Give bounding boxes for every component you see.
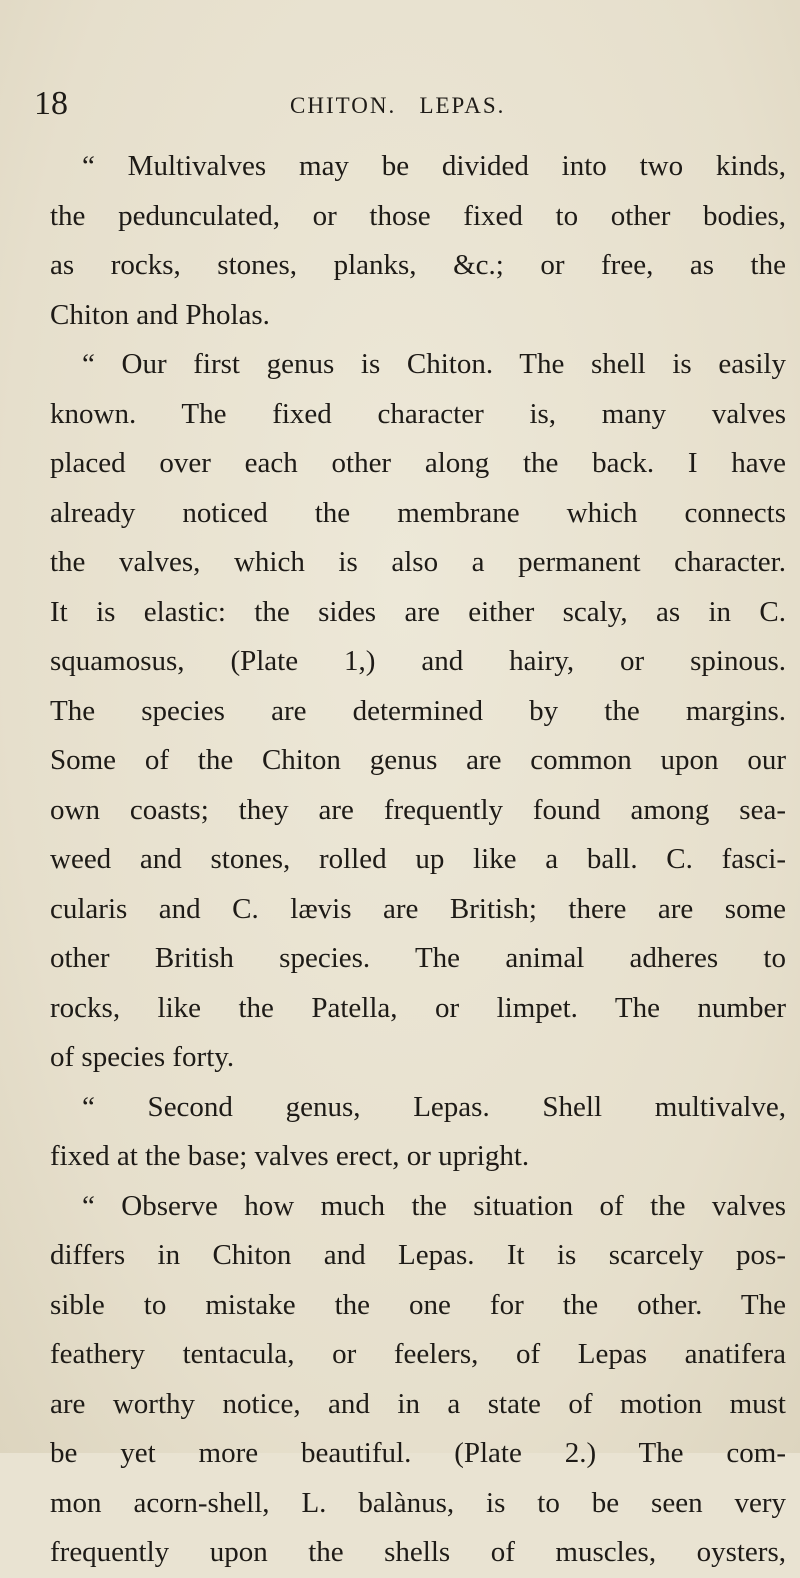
text-line: sible to mistake the one for the other. The [50, 1288, 786, 1321]
text-line: It is elastic: the sides are either scaly, as in C. [50, 595, 786, 628]
text-line: weed and stones, rolled up like a ball. C. fasci- [50, 843, 786, 875]
text-line: fixed at the base; valves erect, or upright. [50, 1140, 530, 1172]
text-line: the valves, which is also a permanent character. [50, 546, 786, 578]
text-line: other British species. The animal adheres to [50, 942, 786, 974]
text-line: placed over each other along the back. I have [50, 447, 786, 479]
text-line: cularis and C. lævis are British; there are some [50, 892, 786, 925]
text-line: be yet more beautiful. (Plate 2.) The com- [50, 1437, 786, 1469]
text-line: “ Multivalves may be divided into two kinds, [82, 150, 786, 182]
text-line: rocks, like the Patella, or limpet. The number [50, 991, 786, 1024]
text-line: The species are determined by the margins. [50, 694, 786, 727]
text-line: “ Second genus, Lepas. Shell multivalve, [82, 1090, 786, 1123]
text-line: already noticed the membrane which connects [50, 496, 786, 529]
text-line: squamosus, (Plate 1,) and hairy, or spinous. [50, 645, 786, 677]
text-line: the pedunculated, or those fixed to other bodies, [50, 199, 786, 232]
text-line: “ Our first genus is Chiton. The shell is easily [82, 348, 786, 380]
text-line: of species forty. [50, 1041, 235, 1073]
text-line: own coasts; they are frequently found among sea- [50, 793, 786, 826]
text-line: mon acorn-shell, L. balànus, is to be seen very [50, 1486, 786, 1519]
text-line: differs in Chiton and Lepas. It is scarcely pos- [50, 1239, 786, 1271]
body-text [50, 142, 786, 1578]
text-line: Some of the Chiton genus are common upon our [50, 744, 786, 776]
text-line: as rocks, stones, planks, &c.; or free, as the [50, 249, 786, 281]
text-line: feathery tentacula, or feelers, of Lepas anatifera [50, 1338, 786, 1370]
text-line: frequently upon the shells of muscles, oysters, [50, 1536, 786, 1568]
text-line: known. The fixed character is, many valves [50, 397, 786, 430]
text-line: Chiton and Pholas. [50, 298, 270, 331]
running-head [34, 84, 774, 124]
page-number: 18 [34, 85, 68, 122]
running-title: CHITON. LEPAS. [290, 93, 506, 118]
text-line: are worthy notice, and in a state of motion must [50, 1387, 786, 1420]
text-line: “ Observe how much the situation of the valves [82, 1189, 786, 1222]
